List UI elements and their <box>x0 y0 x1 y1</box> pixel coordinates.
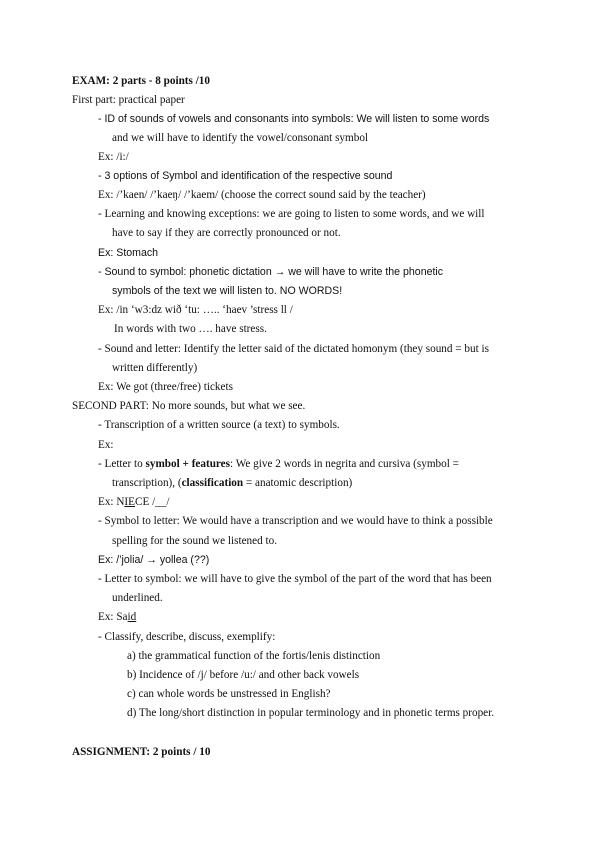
sp-item-3-line-1: - Symbol to letter: We would have a transcription and we would have to think a possible <box>98 515 493 527</box>
fp-item-1-line-1: - ID of sounds of vowels and consonants into symbols: We will listen to some words <box>98 113 490 125</box>
sp-item-2-bold: symbol + features <box>145 458 231 470</box>
sp-example-2 <box>98 495 169 509</box>
sp-subitem-a: a) the grammatical function of the fortis/lenis distinction <box>127 650 381 662</box>
sp-example-2-post: CE /__/ <box>134 496 170 508</box>
sp-item-2-post: : We give 2 words in negrita and cursiva (symbol = <box>230 458 459 470</box>
fp-example-1: Ex: /i:/ <box>98 151 129 163</box>
sp-item-2b-pre: transcription), ( <box>112 477 182 489</box>
sp-item-2b-bold: classification <box>181 477 244 489</box>
assignment-heading: ASSIGNMENT: 2 points / 10 <box>72 746 211 758</box>
sp-item-4-line-1: - Letter to symbol: we will have to give the symbol of the part of the word that has been <box>98 573 492 585</box>
sp-item-2-line-2 <box>112 476 352 490</box>
sp-item-5: - Classify, describe, discuss, exemplify: <box>98 631 276 643</box>
first-part-heading: First part: practical paper <box>72 94 185 106</box>
sp-example-3: Ex: /’jolia/ → yollea (??) <box>98 554 210 566</box>
fp-item-5-line-1: - Sound and letter: Identify the letter said of the dictated homonym (they sound = but is <box>98 343 489 355</box>
fp-item-2: - 3 options of Symbol and identification of the respective sound <box>98 170 393 182</box>
sp-item-2b-post: = anatomic description) <box>243 477 353 489</box>
sp-example-4-underlined: id <box>127 611 137 623</box>
fp-item-3-line-1: - Learning and knowing exceptions: we are going to listen to some words, and we will <box>98 208 485 220</box>
fp-item-5-line-2: written differently) <box>112 362 198 374</box>
sp-item-4-line-2: underlined. <box>112 592 163 604</box>
sp-example-1: Ex: <box>98 439 114 451</box>
sp-example-2-underlined: IE <box>124 496 135 508</box>
sp-item-3-line-2: spelling for the sound we listened to. <box>112 535 277 547</box>
sp-subitem-c: c) can whole words be unstressed in English? <box>127 688 331 700</box>
second-part-heading: SECOND PART: No more sounds, but what we see. <box>72 400 306 412</box>
fp-item-3-line-2: have to say if they are correctly pronounced or not. <box>112 227 341 239</box>
fp-example-3: Ex: Stomach <box>98 247 159 259</box>
fp-item-1-line-2: and we will have to identify the vowel/consonant symbol <box>112 132 369 144</box>
exam-heading: EXAM: 2 parts - 8 points /10 <box>72 75 210 87</box>
fp-item-4-line-1: - Sound to symbol: phonetic dictation → we will have to write the phonetic <box>98 266 444 278</box>
sp-item-2-line-1 <box>98 457 459 471</box>
sp-example-2-pre: Ex: N <box>98 496 125 508</box>
sp-subitem-b: b) Incidence of /j/ before /u:/ and other back vowels <box>127 669 360 681</box>
fp-item-4-line-2: symbols of the text we will listen to. NO WORDS! <box>112 285 343 297</box>
fp-example-4-line-2: In words with two …. have stress. <box>114 323 267 335</box>
sp-example-4 <box>98 610 136 624</box>
sp-example-4-pre: Ex: Sa <box>98 611 128 623</box>
fp-example-2: Ex: /’kaen/ /’kaeŋ/ /’kaem/ (choose the correct sound said by the teacher) <box>98 189 426 201</box>
sp-item-1: - Transcription of a written source (a text) to symbols. <box>98 419 340 431</box>
fp-example-4-line-1: Ex: /in ‘w3:dz wið ‘tu: ….. ‘haev ’stress ll / <box>98 304 293 316</box>
fp-example-5: Ex: We got (three/free) tickets <box>98 381 233 393</box>
sp-subitem-d: d) The long/short distinction in popular terminology and in phonetic terms proper. <box>127 707 495 719</box>
sp-item-2-pre: - Letter to <box>98 458 146 470</box>
